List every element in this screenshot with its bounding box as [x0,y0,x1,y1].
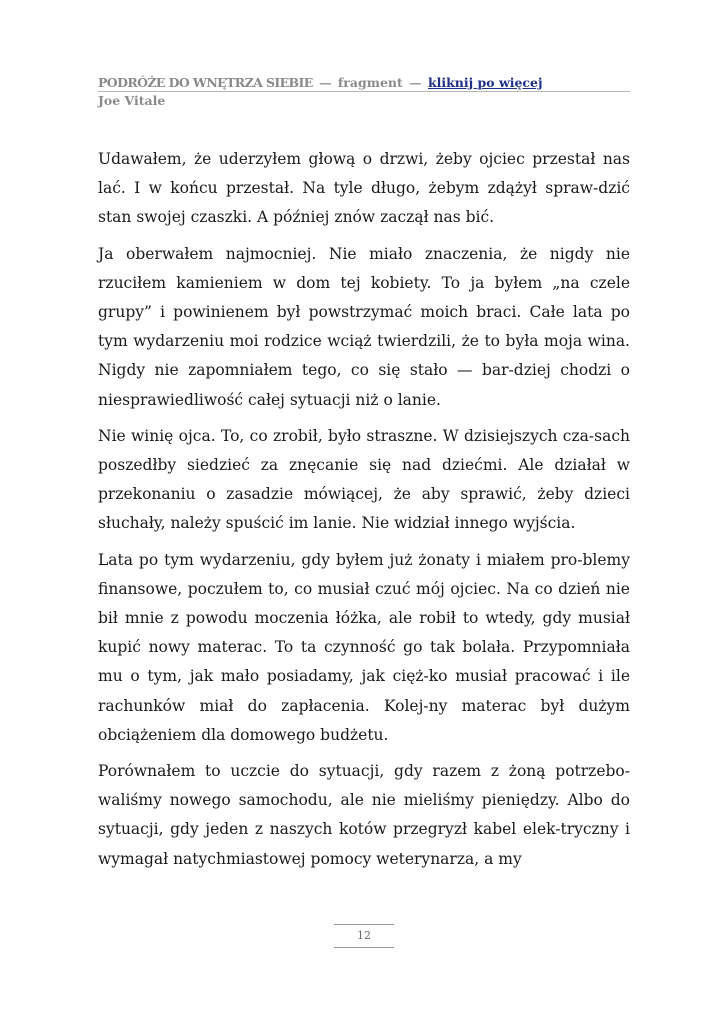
author-name: Joe Vitale [98,93,166,108]
fragment-label: fragment [337,75,403,90]
header-divider [98,91,630,92]
page-body [98,145,630,881]
page-header [98,74,630,109]
paragraph: Porównałem to uczcie do sytuacji, gdy razem z żoną potrzebo-waliśmy nowego samochodu, ale nie mieliśmy pieniędzy. Albo do sytuacji, gdy jeden z naszych kotów przegryzł kabel elek-tryczny i wymagał natychmiastowej pomocy weterynarza, a my [98,762,630,868]
paragraph: Udawałem, że uderzyłem głową o drzwi, żeby ojciec przestał nas lać. I w końcu przestał. Na tyle długo, żebym zdążył spraw-dzić stan swojej czaszki. A później znów zaczął nas bić. [98,150,630,227]
footer-rule-bottom [334,947,394,948]
paragraph: Ja oberwałem najmocniej. Nie miało znaczenia, że nigdy nie rzuciłem kamieniem w dom tej kobiety. To ja byłem „na czele grupy” i powinienem był powstrzymać moich braci. Całe lata po tym wydarzeniu moi rodzice wciąż twierdzili, że to była moja wina. Nigdy nie zapomniałem tego, co się stało — bar-dziej chodzi o niesprawiedliwość całej sytuacji niż o lanie. [98,244,630,409]
paragraph: Nie winię ojca. To, co zrobił, było straszne. W dzisiejszych cza-sach poszedłby siedzieć za znęcanie się nad dziećmi. Ale działał w przekonaniu o zasadzie mówiącej, że aby sprawić, żeby dzieci słuchały, należy spuścić im lanie. Nie widział innego wyjścia. [98,426,630,533]
page-number: 12 [357,929,371,942]
more-link[interactable]: kliknij po więcej [427,75,543,90]
page-footer [334,924,394,948]
book-title: PODRÓŻE DO WNĘTRZA SIEBIE [98,75,313,90]
paragraph: Lata po tym wydarzeniu, gdy byłem już żonaty i miałem pro-blemy finansowe, poczułem to, co musiał czuć mój ojciec. Na co dzień nie bił mnie z powodu moczenia łóżka, ale robił to wtedy, gdy musiał kupić nowy materac. To ta czynność go tak bolała. Przypomniała mu o tym, jak mało posiadamy, jak cięż-ko musiał pracować i ile rachunków miał do zapłacenia. Kolej-ny materac był dużym obciążeniem dla domowego budżetu. [98,550,630,744]
header-line [98,74,630,91]
header-separator: — [319,75,332,90]
header-separator: — [409,75,422,90]
